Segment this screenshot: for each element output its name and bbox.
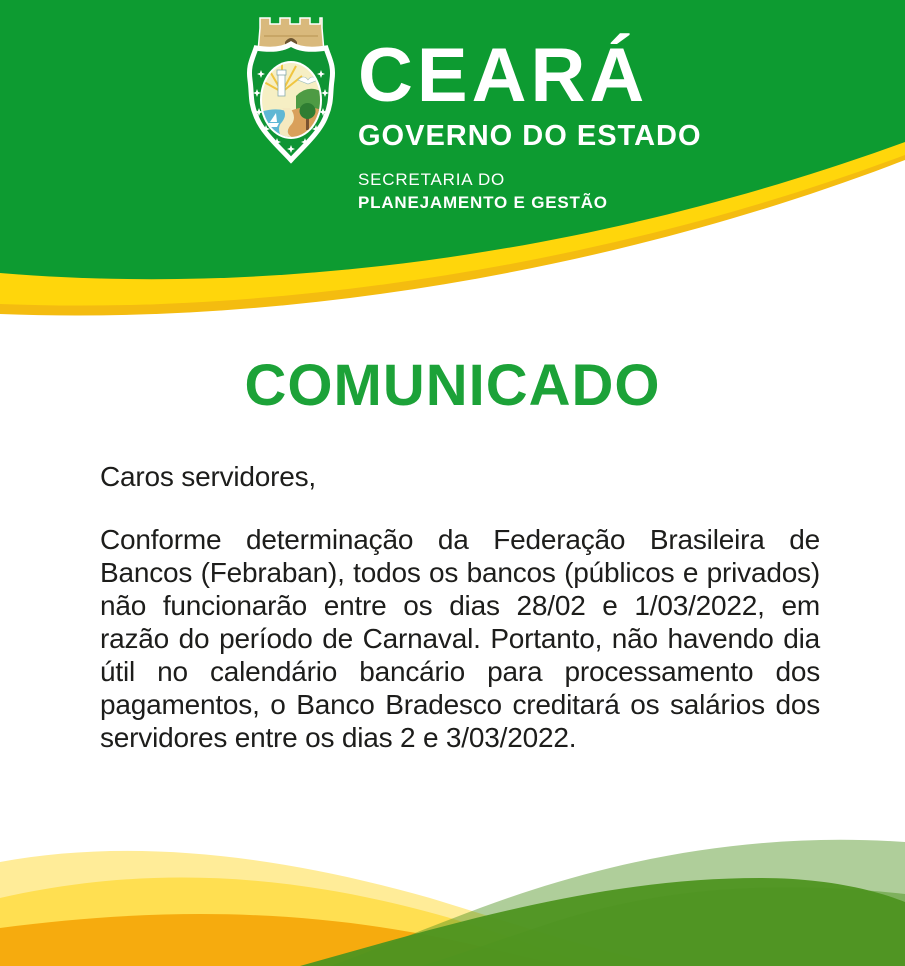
secretariat-line2: PLANEJAMENTO E GESTÃO (358, 193, 608, 212)
ceara-coat-of-arms-icon (230, 8, 352, 166)
secretariat-line1: SECRETARIA DO (358, 170, 506, 189)
announcement-body (100, 460, 820, 754)
page-title: COMUNICADO (244, 353, 661, 418)
footer-wave-decoration (0, 816, 905, 966)
government-line: GOVERNO DO ESTADO (358, 120, 702, 152)
logo-wordmark (358, 33, 718, 213)
government-logo (230, 8, 702, 212)
state-name: CEARÁ (358, 33, 649, 118)
greeting-text: Caros servidores, (100, 461, 317, 492)
crest-oval-scene (260, 61, 322, 139)
body-paragraph: Conforme determinação da Federação Brasileira de Bancos (Febraban), todos os bancos (públicos e privados) não funcionarão entre os dias 28/02 e 1/03/2022, em razão do período de Carnaval. Portanto, não havendo dia útil no calendário bancário para processamento dos pagamentos, o Banco Bradesco creditará os salários dos servidores entre os dias 2 e 3/03/2022. (100, 524, 820, 753)
